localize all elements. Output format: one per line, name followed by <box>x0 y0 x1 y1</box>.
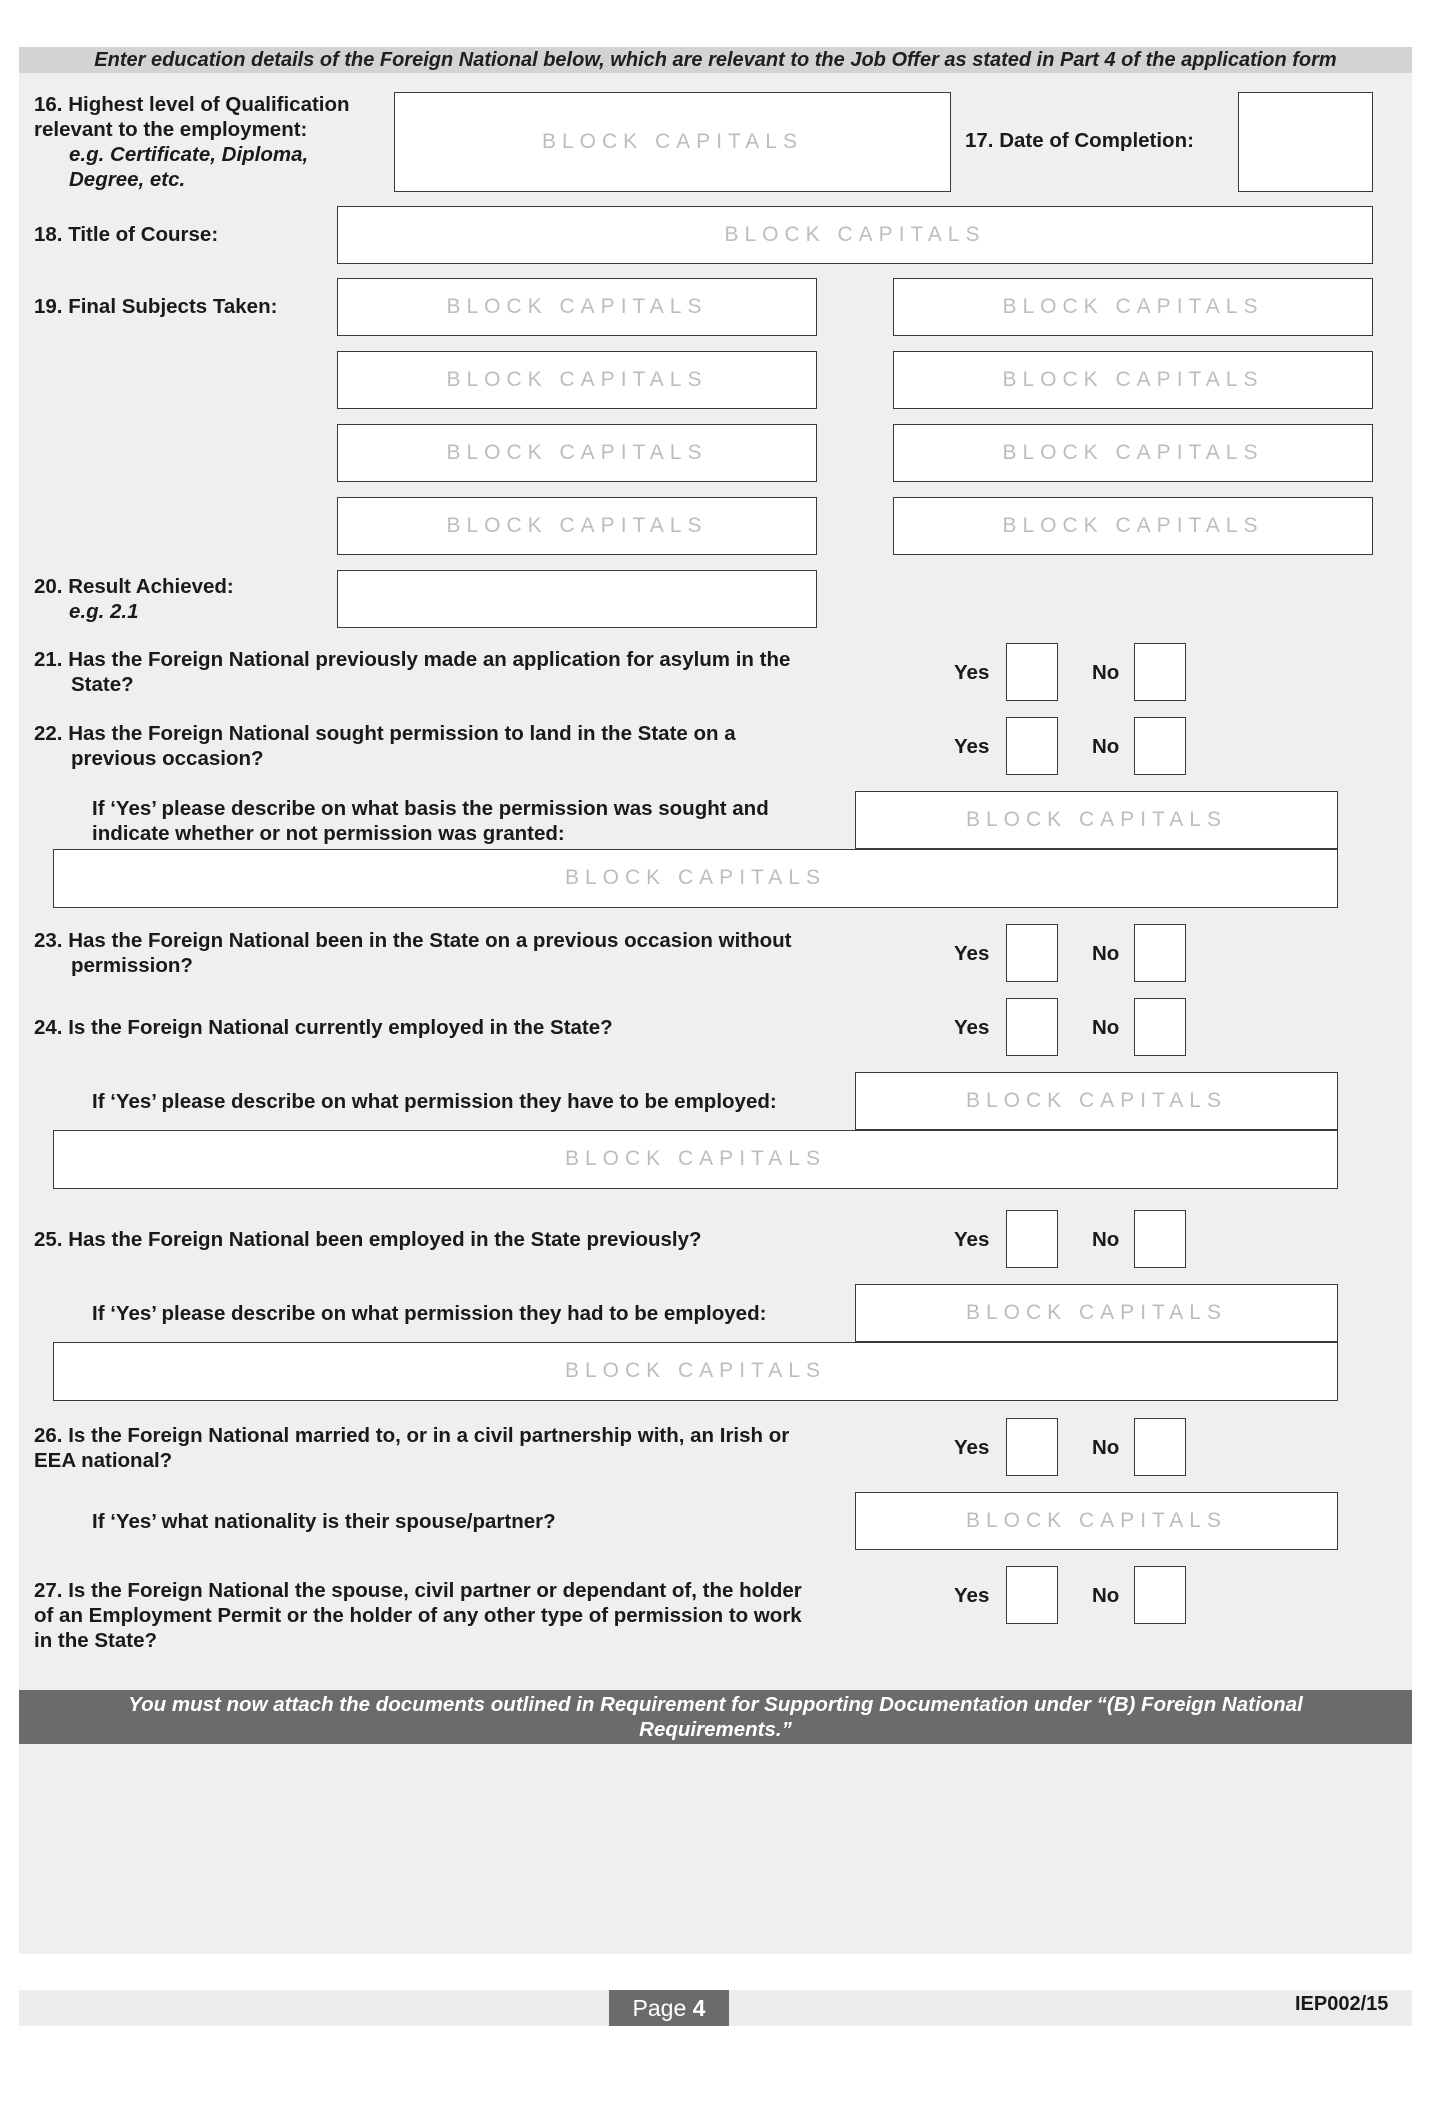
q23-label: 23. Has the Foreign National been in the State on a previous occasion without permission? <box>34 929 792 977</box>
q18-label: 18. Title of Course: <box>34 223 219 246</box>
q19-subject-input-7[interactable]: BLOCK CAPITALS <box>337 497 817 555</box>
q22-basis-input[interactable]: BLOCK CAPITALS <box>855 791 1338 849</box>
q27-no-checkbox[interactable] <box>1134 1566 1186 1624</box>
q25-permission-input[interactable]: BLOCK CAPITALS <box>855 1284 1338 1342</box>
q25-no-label: No <box>1092 1228 1120 1251</box>
q19-subject-input-3[interactable]: BLOCK CAPITALS <box>337 351 817 409</box>
q23-yes-checkbox[interactable] <box>1006 924 1058 982</box>
q26-no-checkbox[interactable] <box>1134 1418 1186 1476</box>
q23-no-label: No <box>1092 942 1120 965</box>
q27-label: 27. Is the Foreign National the spouse, civil partner or dependant of, the holder of an Employment Permit or the holder of any other type of permission to work in the State? <box>34 1579 802 1652</box>
q19-subject-input-8[interactable]: BLOCK CAPITALS <box>893 497 1373 555</box>
q21-no-label: No <box>1092 661 1120 684</box>
q21-yes-checkbox[interactable] <box>1006 643 1058 701</box>
q17-date-input[interactable] <box>1238 92 1373 192</box>
q16-label: 16. Highest level of Qualification relevant to the employment: e.g. Certificate, Diploma, Degree, etc. <box>34 93 350 191</box>
q24-yes-checkbox[interactable] <box>1006 998 1058 1056</box>
attachment-notice-line-1: You must now attach the documents outlined in Requirement for Supporting Documentation under “(B) Foreign National <box>128 1693 1303 1716</box>
q22-yes-label: Yes <box>954 735 990 758</box>
q23-no-checkbox[interactable] <box>1134 924 1186 982</box>
form-code: IEP002/15 <box>1295 1993 1389 2015</box>
q27-no-label: No <box>1092 1584 1120 1607</box>
q22-details-input[interactable]: BLOCK CAPITALS <box>53 849 1338 908</box>
section-intro-bar: Enter education details of the Foreign National below, which are relevant to the Job Offer as stated in Part 4 of the application form <box>19 47 1412 73</box>
q24-yes-label: Yes <box>954 1016 990 1039</box>
q19-label: 19. Final Subjects Taken: <box>34 295 278 318</box>
q22-label: 22. Has the Foreign National sought permission to land in the State on a previous occasion? <box>34 722 736 770</box>
q26-yes-checkbox[interactable] <box>1006 1418 1058 1476</box>
page-word: Page <box>632 1995 687 2021</box>
q21-yes-label: Yes <box>954 661 990 684</box>
q17-label: 17. Date of Completion: <box>965 129 1194 152</box>
q22-followup-label: If ‘Yes’ please describe on what basis the permission was sought and indicate whether or not permission was granted: <box>92 797 769 845</box>
q24-details-input[interactable]: BLOCK CAPITALS <box>53 1130 1338 1189</box>
q25-yes-label: Yes <box>954 1228 990 1251</box>
q26-yes-label: Yes <box>954 1436 990 1459</box>
q25-no-checkbox[interactable] <box>1134 1210 1186 1268</box>
q21-no-checkbox[interactable] <box>1134 643 1186 701</box>
q24-followup-label: If ‘Yes’ please describe on what permission they have to be employed: <box>92 1090 777 1113</box>
q26-followup-label: If ‘Yes’ what nationality is their spouse/partner? <box>92 1510 556 1533</box>
q22-no-label: No <box>1092 735 1120 758</box>
q27-yes-checkbox[interactable] <box>1006 1566 1058 1624</box>
q16-qualification-input[interactable]: BLOCK CAPITALS <box>394 92 951 192</box>
q20-result-input[interactable] <box>337 570 817 628</box>
q26-label: 26. Is the Foreign National married to, or in a civil partnership with, an Irish or EEA national? <box>34 1424 790 1472</box>
attachment-notice-line-2: Requirements.” <box>639 1718 792 1741</box>
q25-followup-label: If ‘Yes’ please describe on what permission they had to be employed: <box>92 1302 767 1325</box>
q18-course-title-input[interactable]: BLOCK CAPITALS <box>337 206 1373 264</box>
attachment-notice-bar <box>19 1690 1412 1744</box>
q21-label: 21. Has the Foreign National previously made an application for asylum in the State? <box>34 648 791 696</box>
page-number-tab <box>609 1990 729 2026</box>
q24-label: 24. Is the Foreign National currently employed in the State? <box>34 1016 613 1039</box>
q22-yes-checkbox[interactable] <box>1006 717 1058 775</box>
q19-subject-input-6[interactable]: BLOCK CAPITALS <box>893 424 1373 482</box>
q25-label: 25. Has the Foreign National been employed in the State previously? <box>34 1228 702 1251</box>
q22-no-checkbox[interactable] <box>1134 717 1186 775</box>
q27-yes-label: Yes <box>954 1584 990 1607</box>
q25-yes-checkbox[interactable] <box>1006 1210 1058 1268</box>
q19-subject-input-1[interactable]: BLOCK CAPITALS <box>337 278 817 336</box>
q24-no-label: No <box>1092 1016 1120 1039</box>
q19-subject-input-4[interactable]: BLOCK CAPITALS <box>893 351 1373 409</box>
q19-subject-input-2[interactable]: BLOCK CAPITALS <box>893 278 1373 336</box>
q24-no-checkbox[interactable] <box>1134 998 1186 1056</box>
q24-permission-input[interactable]: BLOCK CAPITALS <box>855 1072 1338 1130</box>
q25-details-input[interactable]: BLOCK CAPITALS <box>53 1342 1338 1401</box>
q19-subject-input-5[interactable]: BLOCK CAPITALS <box>337 424 817 482</box>
q26-no-label: No <box>1092 1436 1120 1459</box>
q26-nationality-input[interactable]: BLOCK CAPITALS <box>855 1492 1338 1550</box>
q20-label: 20. Result Achieved: e.g. 2.1 <box>34 575 234 623</box>
q23-yes-label: Yes <box>954 942 990 965</box>
page-number: 4 <box>692 1995 706 2021</box>
